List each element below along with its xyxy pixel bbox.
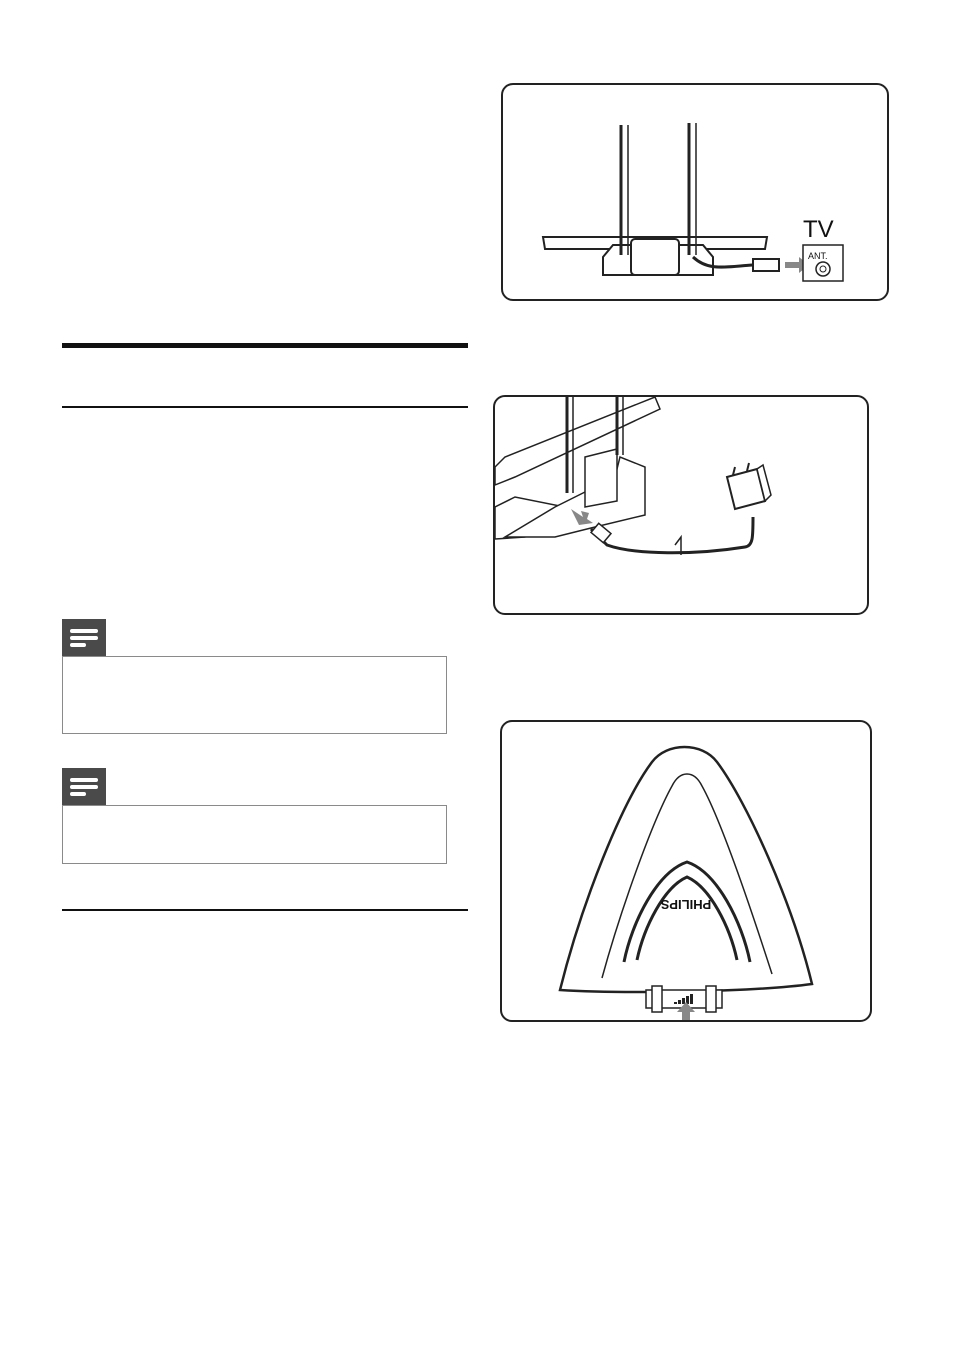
- note-icon: [62, 619, 106, 657]
- note-icon: [62, 768, 106, 806]
- figure-antenna-to-tv: [501, 83, 889, 301]
- subsection-rule: [62, 909, 468, 911]
- tv-label: TV: [803, 216, 834, 243]
- figure-antenna-top-view: [500, 720, 872, 1022]
- section-rule-thick: [62, 343, 468, 348]
- subsection-rule: [62, 406, 468, 408]
- brand-label: PHILIPS: [660, 897, 712, 912]
- note-box: [62, 656, 447, 734]
- figure-power-adapter: [493, 395, 869, 615]
- ant-label: ANT.: [808, 251, 828, 261]
- note-box: [62, 805, 447, 864]
